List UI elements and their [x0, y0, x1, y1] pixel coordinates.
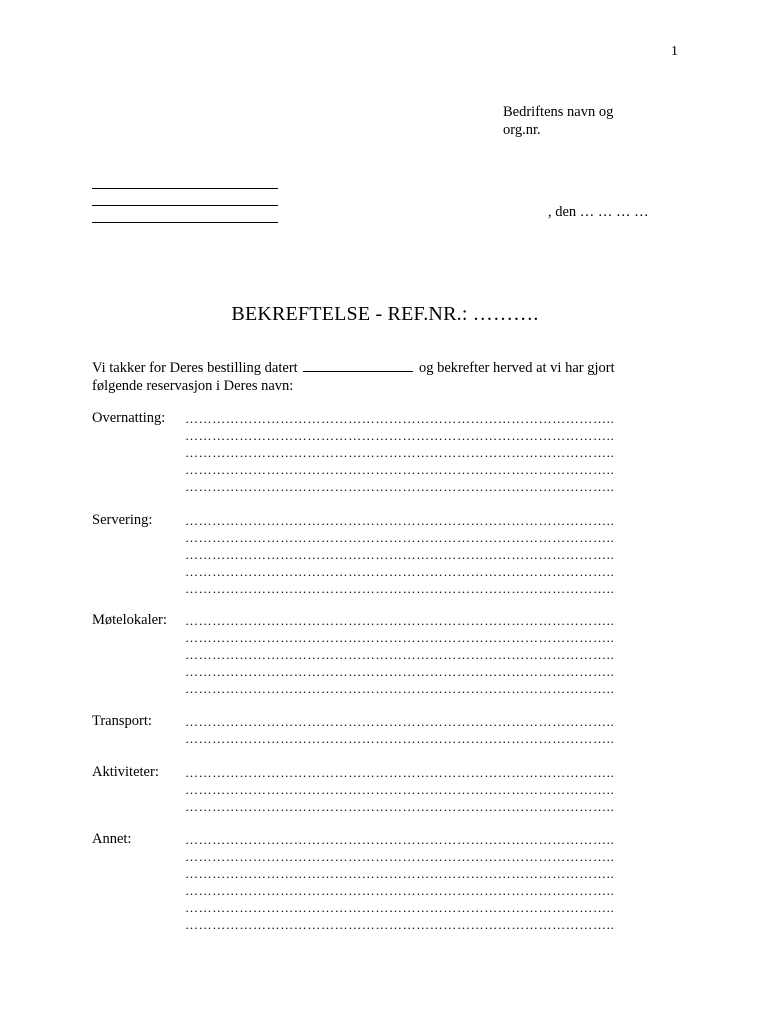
company-name-label: Bedriftens navn og	[503, 104, 614, 120]
dotted-lines	[185, 764, 675, 815]
dotted-fill-line: …………………………………………………………………………………..	[185, 513, 615, 528]
address-line	[92, 189, 278, 206]
dotted-fill-line: …………………………………………………………………………………..	[185, 917, 615, 932]
dotted-fill-line: …………………………………………………………………………………..	[185, 883, 615, 898]
dotted-fill-line: …………………………………………………………………………………..	[185, 832, 615, 847]
dotted-fill-line: …………………………………………………………………………………..	[185, 681, 615, 696]
dotted-fill-line: …………………………………………………………………………………..	[185, 479, 615, 494]
dotted-fill-line: …………………………………………………………………………………..	[185, 782, 615, 797]
company-orgnr-label: org.nr.	[503, 122, 541, 138]
dotted-lines	[185, 410, 675, 495]
address-line	[92, 206, 278, 223]
dotted-fill-line: …………………………………………………………………………………..	[185, 714, 615, 729]
dotted-fill-line: …………………………………………………………………………………..	[185, 547, 615, 562]
section-label: Servering:	[92, 512, 153, 528]
dotted-fill-line: …………………………………………………………………………………..	[185, 630, 615, 645]
dotted-fill-line: …………………………………………………………………………………..	[185, 564, 615, 579]
dotted-lines	[185, 512, 675, 597]
order-date-blank	[303, 359, 413, 372]
dotted-fill-line: …………………………………………………………………………………..	[185, 731, 615, 746]
dotted-lines	[185, 713, 675, 747]
address-line	[92, 172, 278, 189]
dotted-fill-line: …………………………………………………………………………………..	[185, 445, 615, 460]
dotted-fill-line: …………………………………………………………………………………..	[185, 647, 615, 662]
dotted-fill-line: …………………………………………………………………………………..	[185, 411, 615, 426]
intro-paragraph	[92, 359, 692, 395]
dotted-fill-line: …………………………………………………………………………………..	[185, 428, 615, 443]
dotted-fill-line: …………………………………………………………………………………..	[185, 613, 615, 628]
section-label: Overnatting:	[92, 410, 166, 426]
company-block	[503, 103, 613, 139]
dotted-fill-line: …………………………………………………………………………………..	[185, 900, 615, 915]
intro-text-part2: og bekrefter herved at vi har gjort	[418, 360, 615, 376]
dotted-fill-line: …………………………………………………………………………………..	[185, 765, 615, 780]
intro-text-part1: Vi takker for Deres bestilling datert	[92, 360, 298, 376]
section-label: Transport:	[92, 713, 152, 729]
dotted-fill-line: …………………………………………………………………………………..	[185, 581, 615, 596]
dotted-fill-line: …………………………………………………………………………………..	[185, 530, 615, 545]
dotted-fill-line: …………………………………………………………………………………..	[185, 664, 615, 679]
dotted-fill-line: …………………………………………………………………………………..	[185, 799, 615, 814]
document-title: BEKREFTELSE - REF.NR.: ……….	[231, 303, 539, 325]
page-number: 1	[671, 44, 678, 59]
section-label: Annet:	[92, 831, 132, 847]
date-line: , den … … … …	[548, 204, 649, 220]
section-label: Aktiviteter:	[92, 764, 159, 780]
recipient-address-block	[92, 172, 278, 223]
section-label: Møtelokaler:	[92, 612, 167, 628]
dotted-fill-line: …………………………………………………………………………………..	[185, 849, 615, 864]
dotted-lines	[185, 612, 675, 697]
dotted-fill-line: …………………………………………………………………………………..	[185, 462, 615, 477]
intro-text-line2: følgende reservasjon i Deres navn:	[92, 378, 294, 394]
dotted-fill-line: …………………………………………………………………………………..	[185, 866, 615, 881]
dotted-lines	[185, 831, 675, 933]
